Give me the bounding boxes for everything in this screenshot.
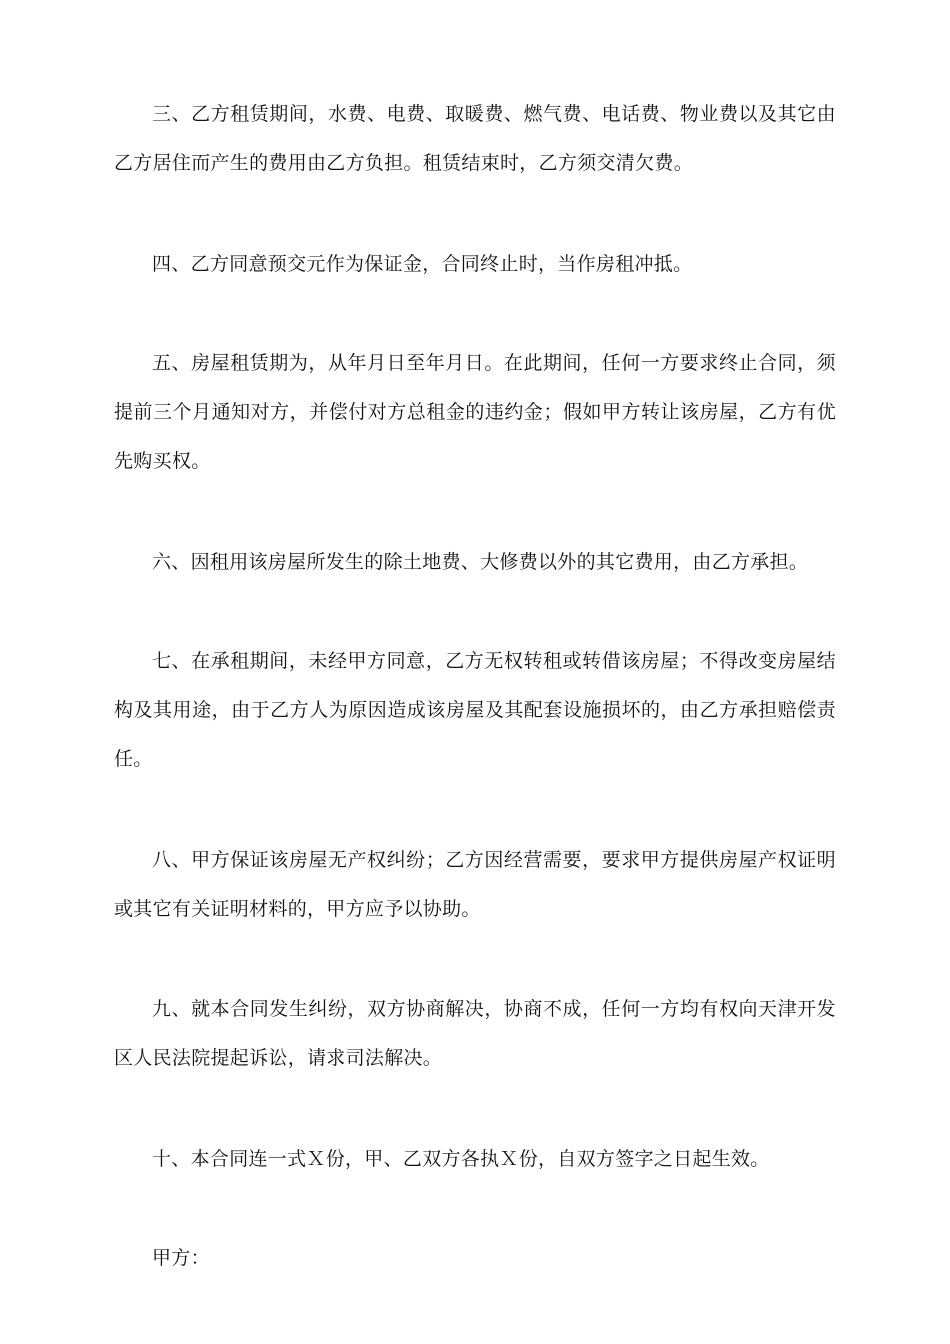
clause-9: 九、就本合同发生纠纷，双方协商解决，协商不成，任何一方均有权向天津开发区人民法院提起诉讼，请求司法解决。 <box>114 998 836 1069</box>
clause-10: 十、本合同连一式Ｘ份，甲、乙双方各执Ｘ份，自双方签字之日起生效。 <box>152 1148 770 1170</box>
party-a-signature-label: 甲方： <box>152 1247 210 1269</box>
clause-7: 七、在承租期间，未经甲方同意，乙方无权转租或转借该房屋；不得改变房屋结构及其用途，由于乙方人为原因造成该房屋及其配套设施损坏的，由乙方承担赔偿责任。 <box>114 650 836 770</box>
clause-3: 三、乙方租赁期间，水费、电费、取暖费、燃气费、电话费、物业费以及其它由乙方居住而产生的费用由乙方负担。租赁结束时，乙方须交清欠费。 <box>114 103 836 174</box>
clause-5: 五、房屋租赁期为，从年月日至年月日。在此期间，任何一方要求终止合同，须提前三个月通知对方，并偿付对方总租金的违约金；假如甲方转让该房屋，乙方有优先购买权。 <box>114 352 836 472</box>
clause-6: 六、因租用该房屋所发生的除土地费、大修费以外的其它费用，由乙方承担。 <box>152 551 809 573</box>
clause-4: 四、乙方同意预交元作为保证金，合同终止时，当作房租冲抵。 <box>152 253 693 275</box>
clause-8: 八、甲方保证该房屋无产权纠纷；乙方因经营需要，要求甲方提供房屋产权证明或其它有关证明材料的，甲方应予以协助。 <box>114 849 836 920</box>
